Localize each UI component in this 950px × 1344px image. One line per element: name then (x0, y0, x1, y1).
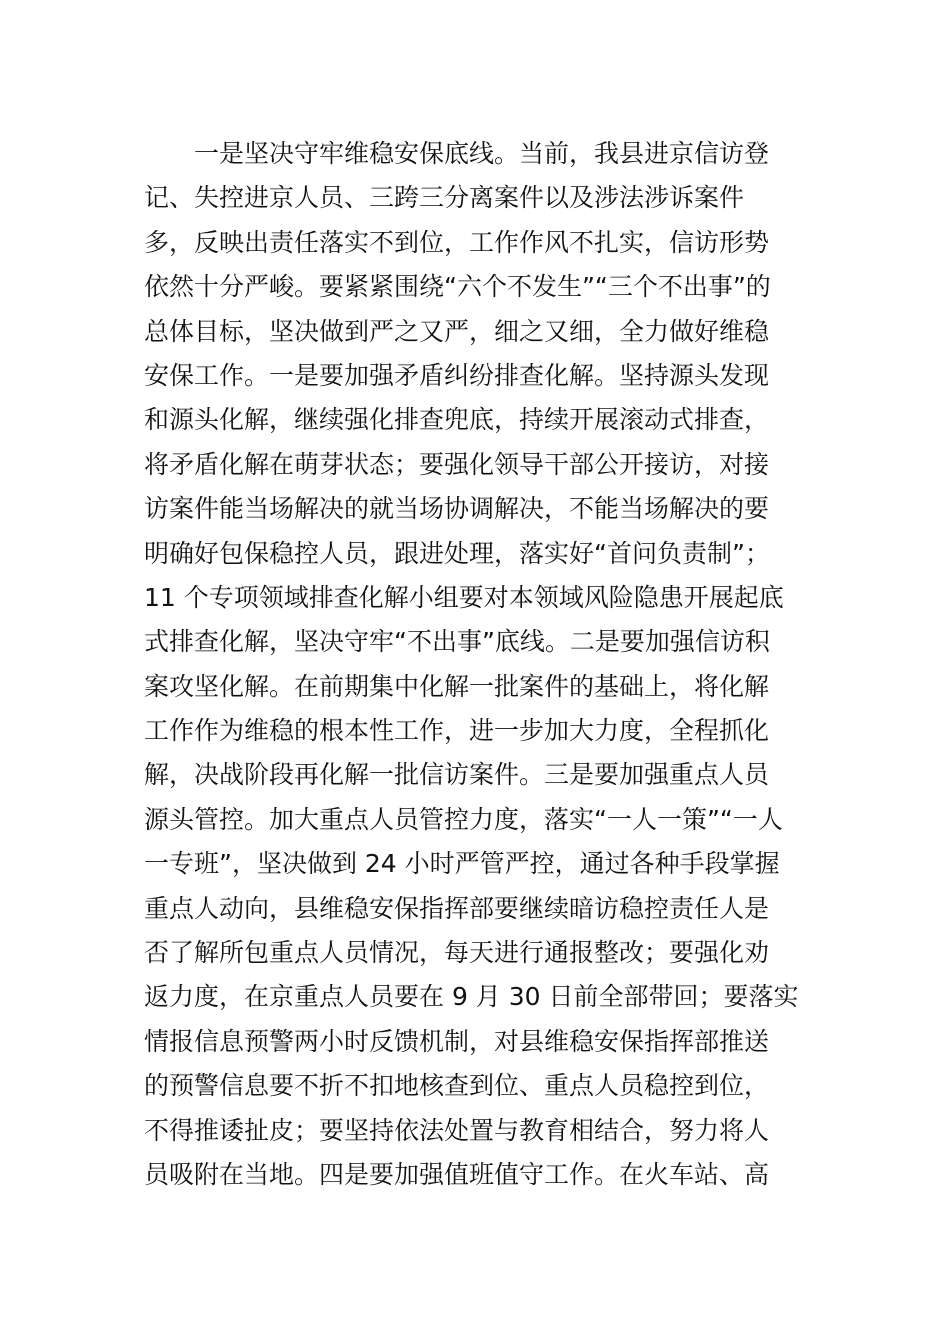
paragraph-line: 一专班”，坚决做到 24 小时严管严控，通过各种手段掌握 (144, 849, 780, 879)
paragraph-line: 11 个专项领域排查化解小组要对本领域风险隐患开展起底 (144, 582, 784, 612)
paragraph-line: 记、失控进京人员、三跨三分离案件以及涉法涉诉案件 (144, 183, 745, 213)
paragraph-line: 源头管控。加大重点人员管控力度，落实“一人一策”“一人 (144, 804, 783, 834)
paragraph-line: 工作作为维稳的根本性工作，进一步加大力度，全程抓化 (144, 716, 770, 746)
paragraph-line: 依然十分严峻。要紧紧围绕“六个不发生”“三个不出事”的 (144, 272, 771, 302)
paragraph-line: 的预警信息要不折不扣地核查到位、重点人员稳控到位， (144, 1071, 770, 1101)
paragraph-line: 案攻坚化解。在前期集中化解一批案件的基础上，将化解 (144, 671, 770, 701)
paragraph-line: 员吸附在当地。四是要加强值班值守工作。在火车站、高 (144, 1159, 770, 1189)
paragraph-line: 解，决战阶段再化解一批信访案件。三是要加强重点人员 (144, 760, 770, 790)
paragraph-line: 重点人动向，县维稳安保指挥部要继续暗访稳控责任人是 (144, 893, 770, 923)
paragraph-line: 将矛盾化解在萌芽状态；要强化领导干部公开接访，对接 (144, 449, 770, 479)
paragraph-line: 情报信息预警两小时反馈机制，对县维稳安保指挥部推送 (144, 1026, 770, 1056)
paragraph-line: 多，反映出责任落实不到位，工作作风不扎实，信访形势 (144, 227, 770, 257)
paragraph-line: 总体目标，坚决做到严之又严，细之又细，全力做好维稳 (144, 316, 770, 346)
paragraph-line: 明确好包保稳控人员，跟进处理，落实好“首问负责制”； (144, 538, 770, 568)
paragraph-line: 式排查化解，坚决守牢“不出事”底线。二是要加强信访积 (144, 627, 770, 657)
body-paragraph (144, 132, 824, 1197)
paragraph-line: 安保工作。一是要加强矛盾纠纷排查化解。坚持源头发现 (144, 360, 770, 390)
paragraph-line: 否了解所包重点人员情况，每天进行通报整改；要强化劝 (144, 938, 770, 968)
paragraph-line: 不得推诿扯皮；要坚持依法处置与教育相结合，努力将人 (144, 1115, 770, 1145)
paragraph-line: 一是坚决守牢维稳安保底线。当前，我县进京信访登 (194, 139, 770, 168)
paragraph-line: 返力度，在京重点人员要在 9 月 30 日前全部带回；要落实 (144, 982, 799, 1012)
paragraph-line: 和源头化解，继续强化排查兜底，持续开展滚动式排查， (144, 405, 770, 435)
paragraph-line: 访案件能当场解决的就当场协调解决，不能当场解决的要 (144, 494, 770, 524)
